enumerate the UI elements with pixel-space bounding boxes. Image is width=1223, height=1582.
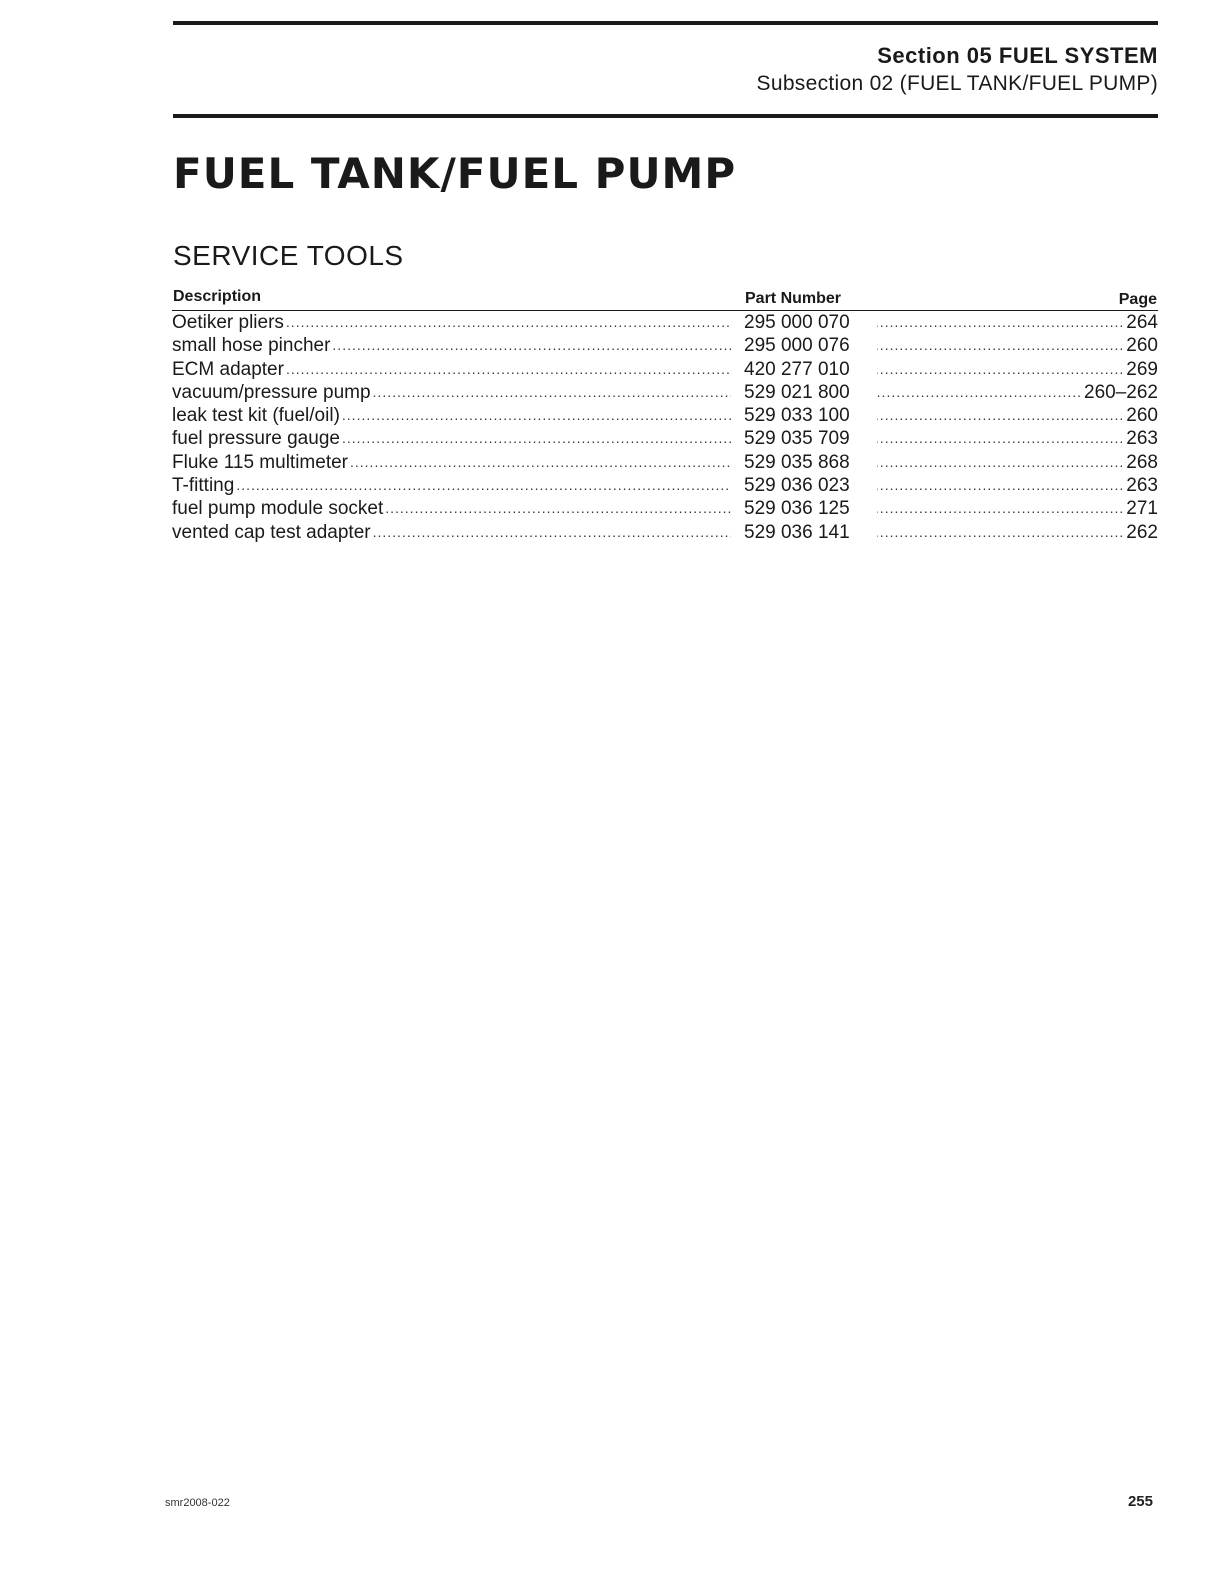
dot-leader xyxy=(877,311,1124,334)
table-row xyxy=(172,427,1158,450)
tool-description-cell xyxy=(172,497,733,520)
page-reference-cell xyxy=(875,334,1158,357)
column-header-page: Page xyxy=(1118,291,1157,308)
table-row xyxy=(172,404,1158,427)
page-reference-cell xyxy=(875,311,1158,334)
page-reference-cell xyxy=(875,497,1158,520)
tool-description: ECM adapter xyxy=(172,358,284,380)
page-reference-cell xyxy=(875,451,1158,474)
part-number: 529 021 800 xyxy=(744,381,850,403)
dot-leader xyxy=(342,427,731,450)
page-reference: 271 xyxy=(1126,498,1158,520)
page-reference: 260 xyxy=(1126,335,1158,357)
tool-description: T-fitting xyxy=(172,475,235,497)
tool-description: leak test kit (fuel/oil) xyxy=(172,405,340,427)
dot-leader xyxy=(286,311,731,334)
part-number: 529 036 141 xyxy=(744,521,850,543)
page-number: 255 xyxy=(1127,1493,1153,1510)
page-reference: 262 xyxy=(1126,521,1158,543)
dot-leader xyxy=(350,451,731,474)
table-row xyxy=(172,381,1158,404)
dot-leader xyxy=(877,427,1124,450)
tool-description-cell xyxy=(172,334,733,357)
table-row xyxy=(172,497,1158,520)
part-number: 420 277 010 xyxy=(744,358,850,380)
page-reference: 263 xyxy=(1126,475,1158,497)
part-number: 529 035 868 xyxy=(744,451,850,473)
page-title: FUEL TANK/FUEL PUMP xyxy=(173,149,737,198)
part-number: 529 033 100 xyxy=(744,405,850,427)
section-title: Section 05 FUEL SYSTEM xyxy=(877,43,1158,68)
page-reference-cell xyxy=(875,404,1158,427)
page-reference-cell xyxy=(875,521,1158,544)
service-tools-heading: SERVICE TOOLS xyxy=(173,240,404,271)
page-reference-cell xyxy=(875,358,1158,381)
page-reference: 269 xyxy=(1126,358,1158,380)
tool-description-cell xyxy=(172,427,733,450)
table-row xyxy=(172,311,1158,334)
footer-code: smr2008-022 xyxy=(165,1497,230,1509)
dot-leader xyxy=(877,474,1124,497)
dot-leader xyxy=(877,497,1124,520)
tool-description: fuel pump module socket xyxy=(172,498,384,520)
part-number: 529 035 709 xyxy=(744,428,850,450)
subsection-title: Subsection 02 (FUEL TANK/FUEL PUMP) xyxy=(756,72,1158,95)
tool-description-cell xyxy=(172,521,733,544)
dot-leader xyxy=(877,334,1124,357)
tool-description-cell xyxy=(172,381,733,404)
header-top-rule xyxy=(173,21,1158,25)
table-header xyxy=(172,287,1158,311)
table-row xyxy=(172,451,1158,474)
table-body xyxy=(172,311,1158,544)
tool-description-cell xyxy=(172,404,733,427)
table-row xyxy=(172,334,1158,357)
table-row xyxy=(172,521,1158,544)
tool-description: Oetiker pliers xyxy=(172,312,284,333)
dot-leader xyxy=(877,381,1082,404)
service-tools-table xyxy=(172,287,1158,544)
page-reference: 268 xyxy=(1126,451,1158,473)
part-number: 295 000 070 xyxy=(744,312,850,333)
page-reference-cell xyxy=(875,474,1158,497)
dot-leader xyxy=(286,358,731,381)
tool-description: fuel pressure gauge xyxy=(172,428,340,450)
dot-leader xyxy=(877,358,1124,381)
part-number: 295 000 076 xyxy=(744,335,850,357)
page-reference: 260 xyxy=(1126,405,1158,427)
page-reference: 264 xyxy=(1126,312,1158,333)
tool-description-cell xyxy=(172,474,733,497)
tool-description: vacuum/pressure pump xyxy=(172,381,371,403)
dot-leader xyxy=(373,381,731,404)
tool-description-cell xyxy=(172,358,733,381)
dot-leader xyxy=(342,404,731,427)
page-reference: 260–262 xyxy=(1084,381,1158,403)
tool-description-cell xyxy=(172,451,733,474)
header-bottom-rule xyxy=(173,114,1158,118)
dot-leader xyxy=(877,451,1124,474)
running-header xyxy=(757,42,1158,98)
table-row xyxy=(172,474,1158,497)
part-number: 529 036 125 xyxy=(744,498,850,520)
page-reference: 263 xyxy=(1126,428,1158,450)
page-reference-cell xyxy=(875,381,1158,404)
dot-leader xyxy=(877,521,1124,544)
tool-description: Fluke 115 multimeter xyxy=(172,451,348,473)
column-header-part-number: Part Number xyxy=(745,290,842,307)
dot-leader xyxy=(373,521,731,544)
table-row xyxy=(172,358,1158,381)
part-number: 529 036 023 xyxy=(744,475,850,497)
tool-description: vented cap test adapter xyxy=(172,521,371,543)
dot-leader xyxy=(332,334,731,357)
tool-description-cell xyxy=(172,311,733,334)
tool-description: small hose pincher xyxy=(172,335,331,357)
dot-leader xyxy=(236,474,731,497)
dot-leader xyxy=(877,404,1124,427)
column-header-description: Description xyxy=(173,288,262,305)
page-reference-cell xyxy=(875,427,1158,450)
dot-leader xyxy=(385,497,731,520)
